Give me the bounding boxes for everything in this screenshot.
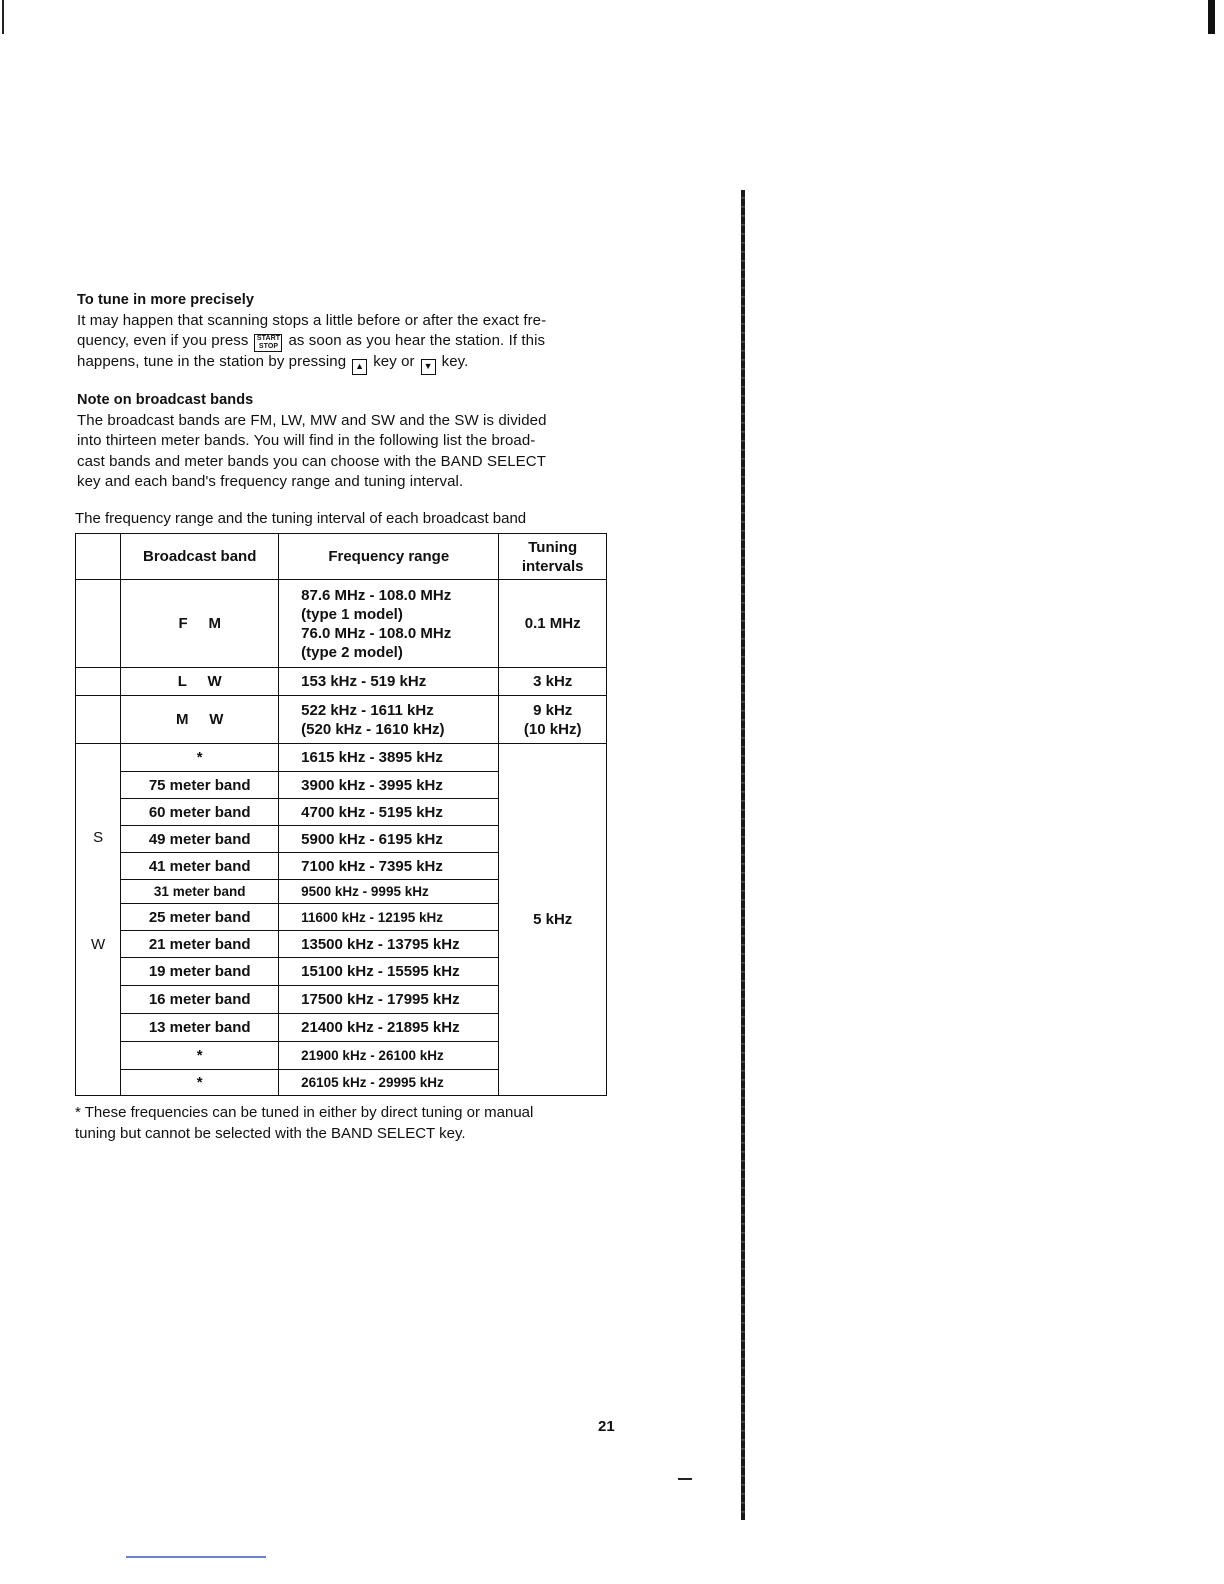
range-line: (520 kHz - 1610 kHz) <box>301 720 445 738</box>
text-run: key or <box>373 353 415 370</box>
paragraph-line: into thirteen meter bands. You will find in the following list the broad- <box>77 432 536 449</box>
interval-cell: 0.1 MHz <box>499 580 607 668</box>
table-row-mw <box>76 696 607 744</box>
bottom-rule <box>126 1556 266 1558</box>
header-range: Frequency range <box>279 534 499 580</box>
paragraph-line: cast bands and meter bands you can choose with the BAND SELECT <box>77 452 546 470</box>
band-cell: 49 meter band <box>121 826 279 853</box>
text-run: key. <box>441 353 469 370</box>
interval-line: (10 kHz) <box>523 720 582 738</box>
band-cell: 19 meter band <box>121 958 279 986</box>
scan-edge-mark-left <box>2 0 4 34</box>
sw-label-w: W <box>91 936 106 953</box>
range-cell: 1615 kHz - 3895 kHz <box>279 744 499 772</box>
sw-label-s: S <box>93 829 104 846</box>
blank-cell <box>76 580 121 668</box>
scan-edge-mark-right <box>1208 0 1215 34</box>
text-run: happens, tune in the station by pressing <box>77 353 347 370</box>
sw-rows <box>76 744 607 1096</box>
range-cell: 11600 kHz - 12195 kHz <box>279 904 499 931</box>
band-cell: 13 meter band <box>121 1014 279 1042</box>
text-run: as soon as you hear the station. If this <box>288 332 546 349</box>
band-cell: * <box>121 1042 279 1070</box>
range-cell: 7100 kHz - 7395 kHz <box>279 853 499 880</box>
range-cell: 26105 kHz - 29995 kHz <box>279 1070 499 1096</box>
page-number: 21 <box>598 1418 615 1435</box>
range-cell: 5900 kHz - 6195 kHz <box>279 826 499 853</box>
range-cell: 21900 kHz - 26100 kHz <box>279 1042 499 1070</box>
footnote-line: tuning but cannot be selected with the BAND SELECT key. <box>75 1124 466 1142</box>
blank-cell <box>76 696 121 744</box>
band-cell: M W <box>121 696 279 744</box>
blank-cell <box>76 668 121 696</box>
paragraph-line: The broadcast bands are FM, LW, MW and SW and the SW is divided <box>77 411 547 429</box>
paragraph-line <box>77 352 617 375</box>
band-cell: 21 meter band <box>121 931 279 958</box>
table-header-row <box>76 534 607 580</box>
range-line: (type 2 model) <box>301 643 403 661</box>
start-stop-key-icon: START STOP <box>254 334 282 352</box>
range-cell: 153 kHz - 519 kHz <box>279 668 499 696</box>
band-cell: 60 meter band <box>121 799 279 826</box>
range-cell: 4700 kHz - 5195 kHz <box>279 799 499 826</box>
range-cell: 3900 kHz - 3995 kHz <box>279 772 499 799</box>
paragraph-line <box>77 331 617 352</box>
paragraph-line: key and each band's frequency range and tuning interval. <box>77 473 464 490</box>
band-cell: 25 meter band <box>121 904 279 931</box>
range-line: 87.6 MHz - 108.0 MHz <box>301 586 452 604</box>
tune-down-key-icon: ▼ <box>421 359 436 375</box>
range-cell: 21400 kHz - 21895 kHz <box>279 1014 499 1042</box>
section-heading: Note on broadcast bands <box>77 392 254 408</box>
band-cell: 16 meter band <box>121 986 279 1014</box>
broadcast-band-table <box>75 533 607 1096</box>
range-line: 76.0 MHz - 108.0 MHz <box>301 624 452 642</box>
tune-up-key-icon: ▲ <box>352 359 367 375</box>
header-blank-cell <box>76 534 121 580</box>
footnote <box>75 1103 615 1144</box>
section-tune-precisely <box>77 290 617 375</box>
interval-cell <box>499 696 607 744</box>
sw-label-cell <box>76 744 121 1096</box>
margin-dash-mark <box>678 1478 692 1480</box>
band-cell: * <box>121 1070 279 1096</box>
band-cell: F M <box>121 580 279 668</box>
paragraph-line: It may happen that scanning stops a little before or after the exact fre- <box>77 311 547 329</box>
band-cell: 41 meter band <box>121 853 279 880</box>
interval-cell: 3 kHz <box>499 668 607 696</box>
section-broadcast-bands <box>77 390 617 493</box>
binding-edge <box>741 190 745 1520</box>
section-heading: To tune in more precisely <box>77 292 255 308</box>
range-cell <box>279 580 499 668</box>
range-cell <box>279 696 499 744</box>
table-row-fm <box>76 580 607 668</box>
band-cell: * <box>121 744 279 772</box>
range-line: 522 kHz - 1611 kHz <box>301 701 434 719</box>
header-band: Broadcast band <box>121 534 279 580</box>
range-cell: 17500 kHz - 17995 kHz <box>279 986 499 1014</box>
range-line: (type 1 model) <box>301 605 403 623</box>
sw-interval-cell: 5 kHz <box>499 744 607 1096</box>
text-run: quency, even if you press <box>77 332 249 349</box>
band-cell: 75 meter band <box>121 772 279 799</box>
header-interval: Tuning intervals <box>499 534 607 580</box>
range-cell: 13500 kHz - 13795 kHz <box>279 931 499 958</box>
table-row-lw <box>76 668 607 696</box>
table-row-sw <box>76 744 607 772</box>
band-cell: L W <box>121 668 279 696</box>
table-caption: The frequency range and the tuning interval of each broadcast band <box>75 510 527 527</box>
range-cell: 9500 kHz - 9995 kHz <box>279 880 499 904</box>
range-cell: 15100 kHz - 15595 kHz <box>279 958 499 986</box>
interval-line: 9 kHz <box>533 701 573 719</box>
footnote-line: * These frequencies can be tuned in either by direct tuning or manual <box>75 1104 534 1121</box>
band-cell: 31 meter band <box>121 880 279 904</box>
